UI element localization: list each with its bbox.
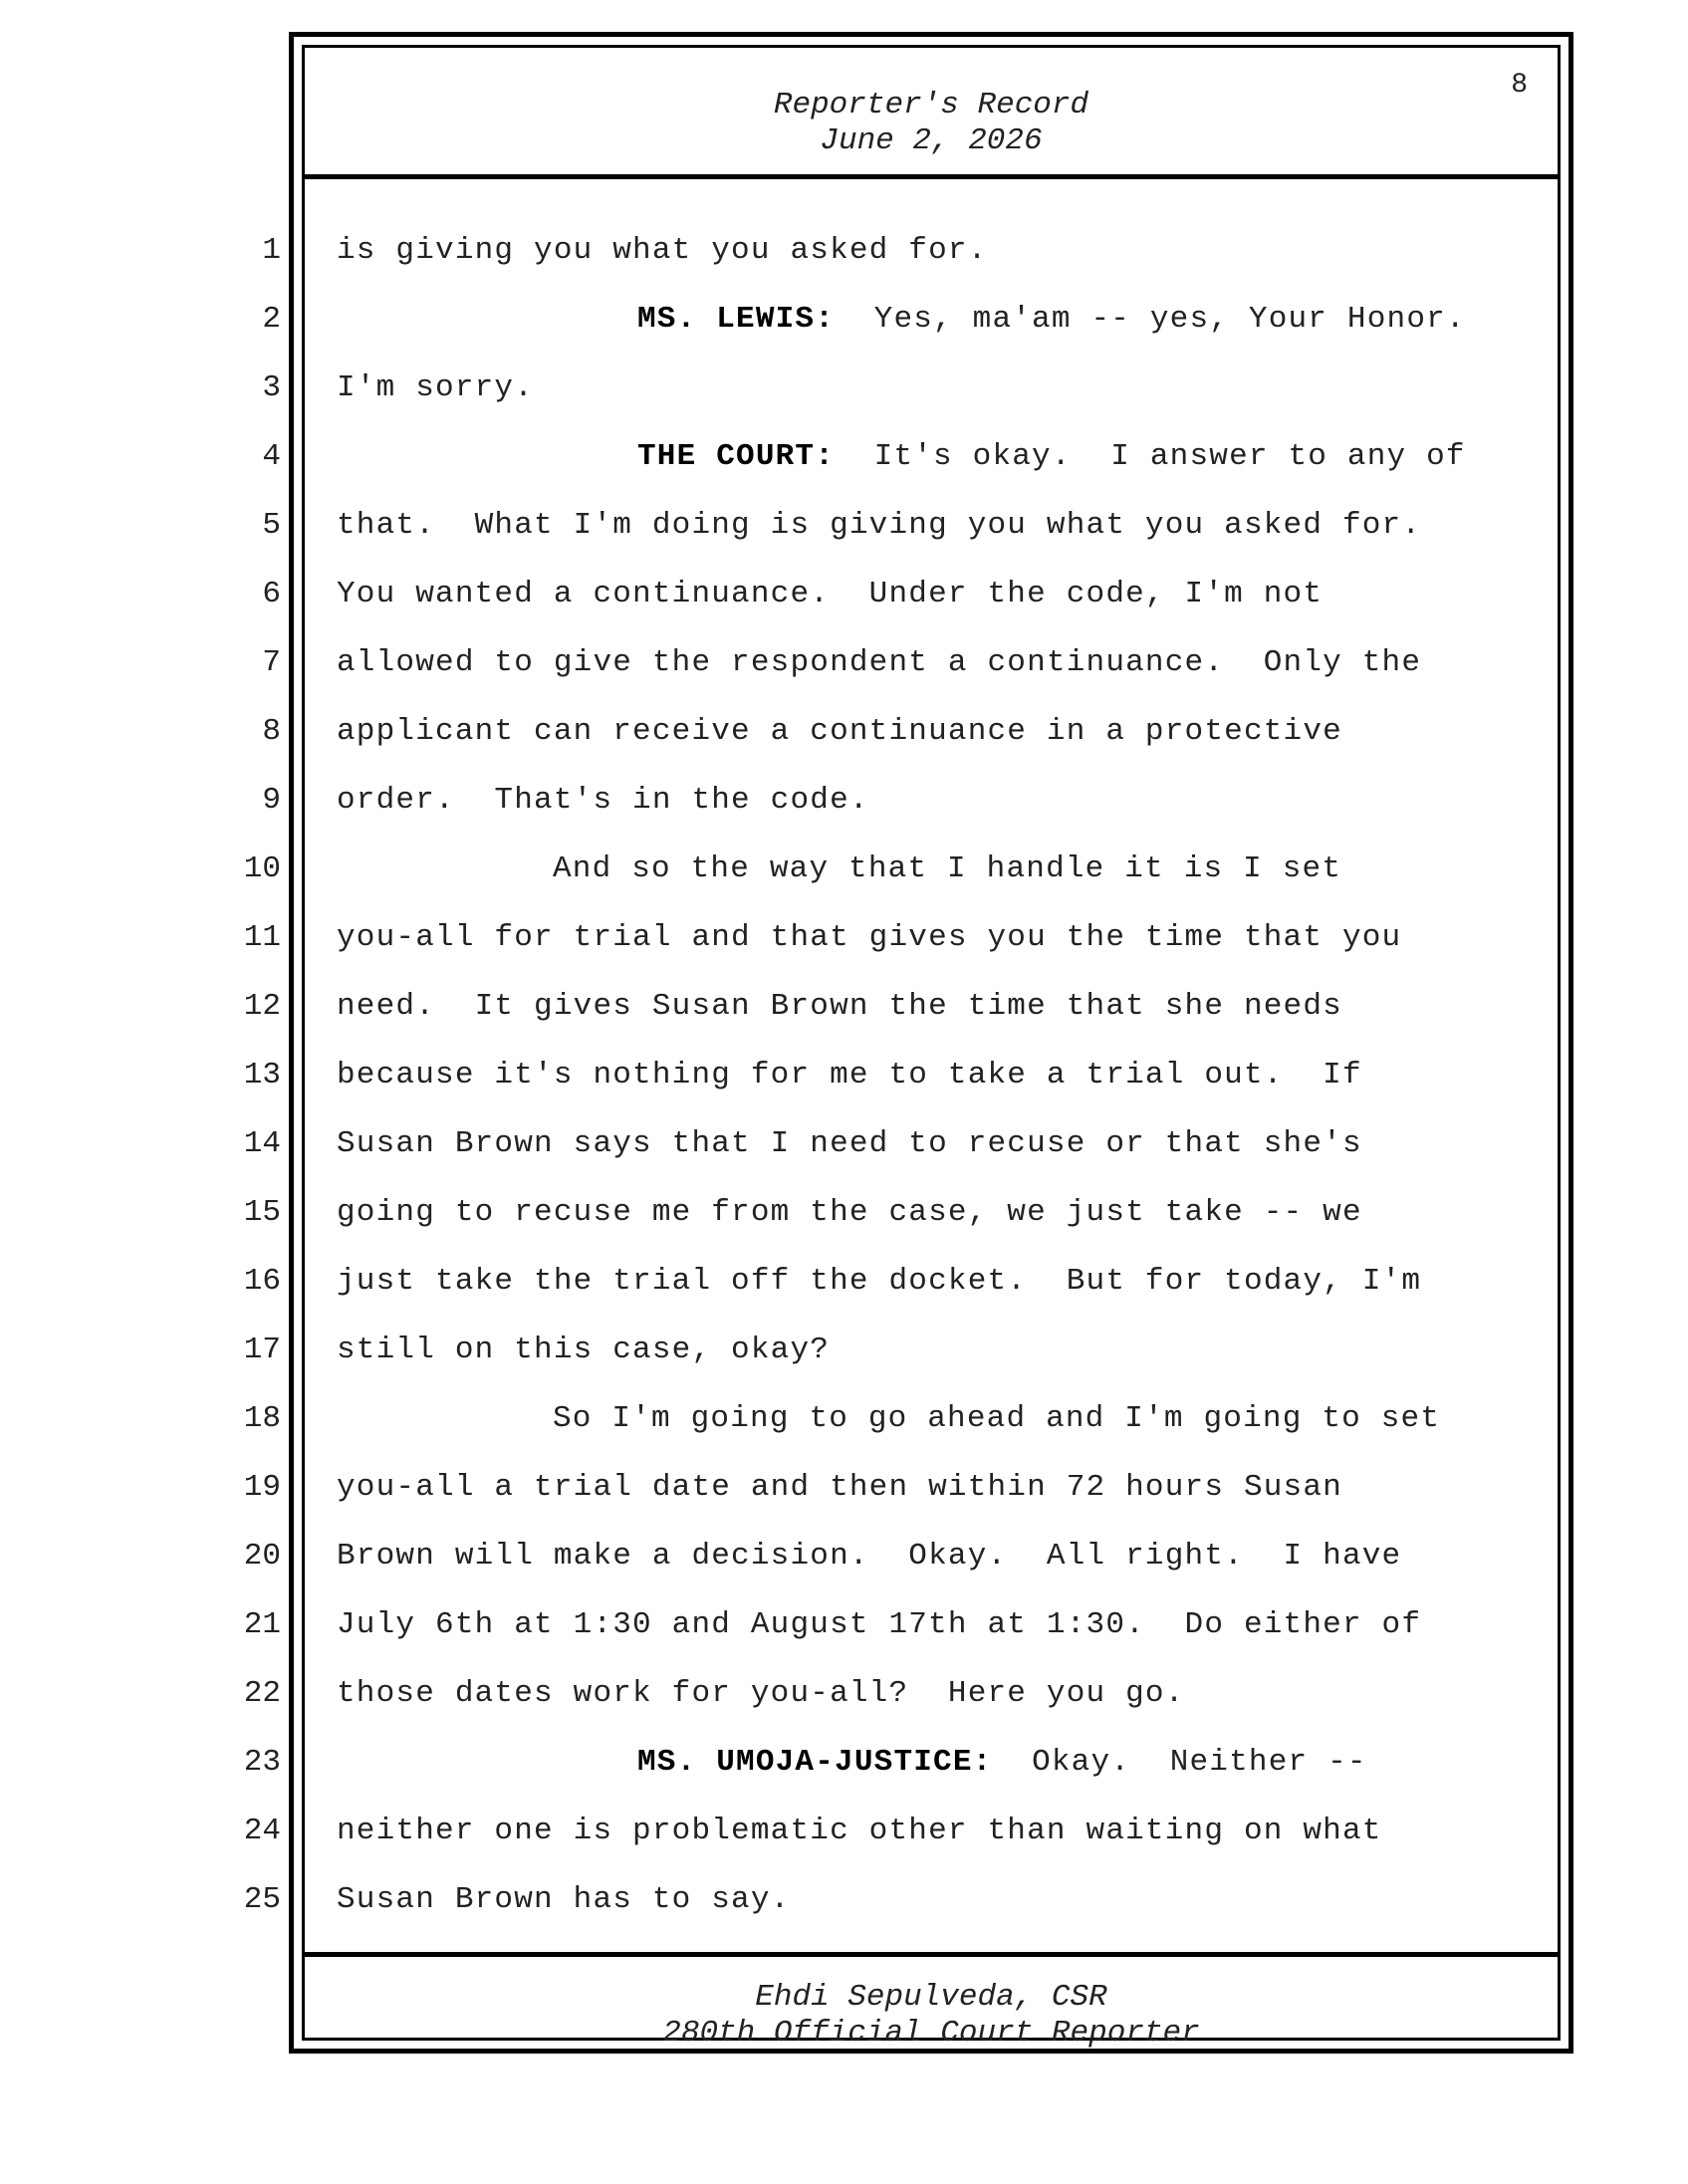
line-text: MS. UMOJA-JUSTICE: Okay. Neither -- — [637, 1745, 1367, 1780]
transcript-line — [0, 1729, 1688, 1798]
line-text: allowed to give the respondent a continuance. Only the — [337, 645, 1422, 680]
reporter-role: 280th Official Court Reporter — [662, 2016, 1200, 2051]
transcript-line — [0, 1317, 1688, 1385]
transcript-line — [0, 217, 1688, 286]
reporter-name: Ehdi Sepulveda, CSR — [755, 1980, 1107, 2015]
line-text: because it's nothing for me to take a trial out. If — [337, 1058, 1362, 1092]
line-text: July 6th at 1:30 and August 17th at 1:30. Do either of — [337, 1607, 1422, 1642]
transcript-line — [0, 973, 1688, 1042]
transcript-line — [0, 1660, 1688, 1729]
line-text: going to recuse me from the case, we just take -- we — [337, 1195, 1362, 1230]
line-text: you-all for trial and that gives you the time that you — [337, 920, 1402, 955]
line-text: applicant can receive a continuance in a protective — [337, 714, 1342, 749]
transcript-line — [0, 836, 1688, 904]
transcript-line — [0, 355, 1688, 423]
line-text: those dates work for you-all? Here you go. — [337, 1676, 1185, 1711]
transcript-line — [0, 904, 1688, 973]
line-number: 20 — [243, 1539, 281, 1574]
transcript-line — [0, 1798, 1688, 1866]
transcript-line — [0, 561, 1688, 629]
line-number: 18 — [243, 1401, 281, 1436]
line-number: 2 — [262, 302, 281, 337]
line-number: 4 — [262, 439, 281, 474]
line-text: And so the way that I handle it is I set — [553, 851, 1342, 886]
line-number: 15 — [243, 1195, 281, 1230]
line-number: 11 — [243, 920, 281, 955]
line-text: you-all a trial date and then within 72 hours Susan — [337, 1470, 1342, 1505]
transcript-line — [0, 1385, 1688, 1454]
transcript-line — [0, 767, 1688, 836]
line-number: 12 — [243, 989, 281, 1024]
line-number: 3 — [262, 370, 281, 405]
line-number: 9 — [262, 783, 281, 818]
line-number: 1 — [262, 233, 281, 268]
transcript-line — [0, 1591, 1688, 1660]
line-number: 8 — [262, 714, 281, 749]
line-number: 25 — [243, 1882, 281, 1917]
line-text: Susan Brown says that I need to recuse or that she's — [337, 1126, 1362, 1161]
record-title: Reporter's Record — [773, 88, 1089, 122]
transcript-line — [0, 423, 1688, 492]
line-text: Brown will make a decision. Okay. All right. I have — [337, 1539, 1402, 1574]
speaker-label: MS. LEWIS: — [637, 302, 836, 337]
transcript-line — [0, 1454, 1688, 1523]
record-date: June 2, 2026 — [820, 123, 1043, 158]
line-number: 24 — [243, 1814, 281, 1848]
line-text: still on this case, okay? — [337, 1333, 831, 1367]
line-number: 23 — [243, 1745, 281, 1780]
line-number: 19 — [243, 1470, 281, 1505]
line-text: You wanted a continuance. Under the code, I'm not — [337, 577, 1324, 611]
line-text: MS. LEWIS: Yes, ma'am -- yes, Your Honor. — [637, 302, 1466, 337]
transcript-line — [0, 1866, 1688, 1935]
transcript-line — [0, 629, 1688, 698]
speaker-label: MS. UMOJA-JUSTICE: — [637, 1745, 993, 1780]
line-number: 7 — [262, 645, 281, 680]
speaker-label: THE COURT: — [637, 439, 836, 474]
transcript-line — [0, 1523, 1688, 1591]
transcript-line — [0, 1248, 1688, 1317]
transcript-line — [0, 1179, 1688, 1248]
line-text: just take the trial off the docket. But for today, I'm — [337, 1264, 1422, 1299]
line-number: 5 — [262, 508, 281, 543]
transcript-line — [0, 286, 1688, 355]
line-number: 13 — [243, 1058, 281, 1092]
line-text: Susan Brown has to say. — [337, 1882, 791, 1917]
line-number: 22 — [243, 1676, 281, 1711]
line-number: 21 — [243, 1607, 281, 1642]
line-text: that. What I'm doing is giving you what you asked for. — [337, 508, 1422, 543]
line-text: order. That's in the code. — [337, 783, 869, 818]
line-text: is giving you what you asked for. — [337, 233, 988, 268]
line-number: 14 — [243, 1126, 281, 1161]
line-text: So I'm going to go ahead and I'm going to set — [553, 1401, 1441, 1436]
line-text: need. It gives Susan Brown the time that she needs — [337, 989, 1342, 1024]
transcript-line — [0, 1042, 1688, 1110]
line-text: neither one is problematic other than waiting on what — [337, 1814, 1382, 1848]
transcript-line — [0, 698, 1688, 767]
line-number: 6 — [262, 577, 281, 611]
line-text: THE COURT: It's okay. I answer to any of — [637, 439, 1466, 474]
transcript-line — [0, 1110, 1688, 1179]
line-number: 16 — [243, 1264, 281, 1299]
line-number: 10 — [243, 851, 281, 886]
page-number: 8 — [1511, 70, 1528, 101]
transcript-line — [0, 492, 1688, 561]
line-text: I'm sorry. — [337, 370, 535, 405]
line-number: 17 — [243, 1333, 281, 1367]
